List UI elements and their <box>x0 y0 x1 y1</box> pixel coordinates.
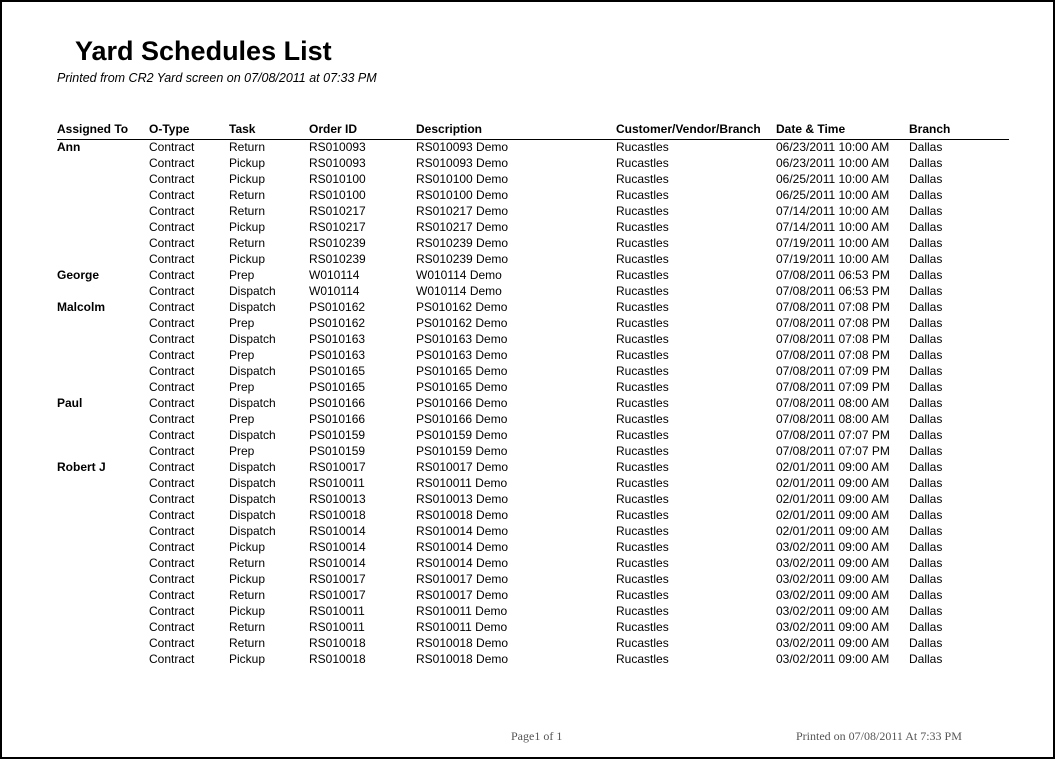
branch-cell: Dallas <box>909 252 943 266</box>
customer-cell: Rucastles <box>616 252 669 266</box>
task-cell: Dispatch <box>229 476 276 490</box>
header-description: Description <box>416 122 483 136</box>
date-time-cell: 07/14/2011 10:00 AM <box>776 220 890 234</box>
date-time-cell: 07/08/2011 07:08 PM <box>776 316 890 330</box>
header-order-id: Order ID <box>309 122 358 136</box>
branch-cell: Dallas <box>909 204 943 218</box>
o-type-cell: Contract <box>149 380 195 394</box>
description-cell: PS010166 Demo <box>416 396 508 410</box>
customer-cell: Rucastles <box>616 364 669 378</box>
customer-cell: Rucastles <box>616 492 669 506</box>
table-row <box>2 364 1055 380</box>
order-id-cell: RS010017 <box>309 588 366 602</box>
order-id-cell: PS010165 <box>309 364 366 378</box>
date-time-cell: 06/25/2011 10:00 AM <box>776 172 890 186</box>
table-row <box>2 428 1055 444</box>
printed-on-footer: Printed on 07/08/2011 At 7:33 PM <box>796 729 962 743</box>
task-cell: Pickup <box>229 572 266 586</box>
assigned-to-cell: Malcolm <box>57 300 106 314</box>
customer-cell: Rucastles <box>616 412 669 426</box>
branch-cell: Dallas <box>909 476 943 490</box>
header-date-time: Date & Time <box>776 122 846 136</box>
report-title: Yard Schedules List <box>75 36 332 66</box>
order-id-cell: RS010011 <box>309 620 365 634</box>
customer-cell: Rucastles <box>616 172 669 186</box>
o-type-cell: Contract <box>149 572 195 586</box>
table-row <box>2 396 1055 412</box>
date-time-cell: 03/02/2011 09:00 AM <box>776 572 890 586</box>
order-id-cell: PS010166 <box>309 396 366 410</box>
order-id-cell: RS010011 <box>309 476 365 490</box>
o-type-cell: Contract <box>149 316 195 330</box>
order-id-cell: RS010217 <box>309 204 366 218</box>
date-time-cell: 07/08/2011 07:08 PM <box>776 348 890 362</box>
customer-cell: Rucastles <box>616 508 669 522</box>
date-time-cell: 07/19/2011 10:00 AM <box>776 252 890 266</box>
order-id-cell: RS010093 <box>309 140 366 154</box>
branch-cell: Dallas <box>909 604 943 618</box>
order-id-cell: PS010166 <box>309 412 366 426</box>
branch-cell: Dallas <box>909 316 943 330</box>
header-assigned-to: Assigned To <box>57 122 129 136</box>
date-time-cell: 03/02/2011 09:00 AM <box>776 540 890 554</box>
description-cell: PS010159 Demo <box>416 444 508 458</box>
order-id-cell: RS010014 <box>309 556 366 570</box>
order-id-cell: RS010014 <box>309 540 366 554</box>
customer-cell: Rucastles <box>616 524 669 538</box>
branch-cell: Dallas <box>909 348 943 362</box>
branch-cell: Dallas <box>909 460 943 474</box>
o-type-cell: Contract <box>149 172 195 186</box>
task-cell: Pickup <box>229 172 266 186</box>
o-type-cell: Contract <box>149 268 195 282</box>
date-time-cell: 03/02/2011 09:00 AM <box>776 588 890 602</box>
o-type-cell: Contract <box>149 252 195 266</box>
o-type-cell: Contract <box>149 556 195 570</box>
task-cell: Pickup <box>229 652 266 666</box>
description-cell: PS010162 Demo <box>416 316 508 330</box>
order-id-cell: W010114 <box>309 284 360 298</box>
task-cell: Return <box>229 636 266 650</box>
order-id-cell: PS010159 <box>309 428 366 442</box>
order-id-cell: RS010093 <box>309 156 366 170</box>
order-id-cell: RS010217 <box>309 220 366 234</box>
table-row <box>2 412 1055 428</box>
branch-cell: Dallas <box>909 236 943 250</box>
table-row <box>2 524 1055 540</box>
customer-cell: Rucastles <box>616 604 669 618</box>
branch-cell: Dallas <box>909 140 943 154</box>
table-row <box>2 380 1055 396</box>
date-time-cell: 07/19/2011 10:00 AM <box>776 236 890 250</box>
table-row <box>2 316 1055 332</box>
table-row <box>2 444 1055 460</box>
date-time-cell: 07/08/2011 07:07 PM <box>776 428 890 442</box>
task-cell: Prep <box>229 316 255 330</box>
branch-cell: Dallas <box>909 156 943 170</box>
table-row <box>2 332 1055 348</box>
description-cell: PS010165 Demo <box>416 380 508 394</box>
task-cell: Prep <box>229 268 255 282</box>
o-type-cell: Contract <box>149 444 195 458</box>
description-cell: RS010217 Demo <box>416 220 509 234</box>
description-cell: RS010018 Demo <box>416 652 509 666</box>
task-cell: Dispatch <box>229 460 276 474</box>
table-row <box>2 460 1055 476</box>
date-time-cell: 07/08/2011 07:09 PM <box>776 380 890 394</box>
date-time-cell: 02/01/2011 09:00 AM <box>776 508 890 522</box>
o-type-cell: Contract <box>149 620 195 634</box>
branch-cell: Dallas <box>909 412 943 426</box>
branch-cell: Dallas <box>909 220 943 234</box>
customer-cell: Rucastles <box>616 268 669 282</box>
customer-cell: Rucastles <box>616 444 669 458</box>
customer-cell: Rucastles <box>616 652 669 666</box>
o-type-cell: Contract <box>149 284 195 298</box>
o-type-cell: Contract <box>149 220 195 234</box>
task-cell: Pickup <box>229 252 266 266</box>
table-row <box>2 156 1055 172</box>
order-id-cell: PS010159 <box>309 444 366 458</box>
order-id-cell: PS010163 <box>309 348 366 362</box>
table-row <box>2 604 1055 620</box>
o-type-cell: Contract <box>149 396 195 410</box>
description-cell: RS010017 Demo <box>416 588 509 602</box>
date-time-cell: 02/01/2011 09:00 AM <box>776 524 890 538</box>
o-type-cell: Contract <box>149 652 195 666</box>
date-time-cell: 02/01/2011 09:00 AM <box>776 460 890 474</box>
date-time-cell: 07/08/2011 07:07 PM <box>776 444 890 458</box>
branch-cell: Dallas <box>909 492 943 506</box>
o-type-cell: Contract <box>149 204 195 218</box>
header-branch: Branch <box>909 122 951 136</box>
branch-cell: Dallas <box>909 652 943 666</box>
table-row <box>2 508 1055 524</box>
o-type-cell: Contract <box>149 524 195 538</box>
order-id-cell: RS010100 <box>309 172 366 186</box>
assigned-to-cell: Paul <box>57 396 83 410</box>
customer-cell: Rucastles <box>616 572 669 586</box>
description-cell: RS010014 Demo <box>416 540 509 554</box>
table-row <box>2 636 1055 652</box>
description-cell: PS010163 Demo <box>416 332 508 346</box>
date-time-cell: 06/23/2011 10:00 AM <box>776 140 890 154</box>
task-cell: Return <box>229 556 266 570</box>
branch-cell: Dallas <box>909 300 943 314</box>
branch-cell: Dallas <box>909 188 943 202</box>
table-row <box>2 348 1055 364</box>
o-type-cell: Contract <box>149 364 195 378</box>
order-id-cell: RS010013 <box>309 492 366 506</box>
task-cell: Dispatch <box>229 364 276 378</box>
task-cell: Pickup <box>229 540 266 554</box>
task-cell: Pickup <box>229 604 266 618</box>
date-time-cell: 03/02/2011 09:00 AM <box>776 620 890 634</box>
customer-cell: Rucastles <box>616 236 669 250</box>
o-type-cell: Contract <box>149 460 195 474</box>
description-cell: PS010162 Demo <box>416 300 508 314</box>
order-id-cell: RS010011 <box>309 604 365 618</box>
date-time-cell: 07/08/2011 07:08 PM <box>776 300 890 314</box>
description-cell: RS010014 Demo <box>416 524 509 538</box>
order-id-cell: PS010162 <box>309 300 366 314</box>
o-type-cell: Contract <box>149 236 195 250</box>
description-cell: PS010166 Demo <box>416 412 508 426</box>
branch-cell: Dallas <box>909 572 943 586</box>
description-cell: RS010013 Demo <box>416 492 509 506</box>
description-cell: RS010093 Demo <box>416 156 509 170</box>
customer-cell: Rucastles <box>616 428 669 442</box>
description-cell: RS010017 Demo <box>416 572 509 586</box>
task-cell: Prep <box>229 444 255 458</box>
o-type-cell: Contract <box>149 588 195 602</box>
customer-cell: Rucastles <box>616 140 669 154</box>
customer-cell: Rucastles <box>616 636 669 650</box>
header-customer-vendor-branch: Customer/Vendor/Branch <box>616 122 761 136</box>
description-cell: W010114 Demo <box>416 268 502 282</box>
description-cell: RS010018 Demo <box>416 636 509 650</box>
schedule-table-body <box>2 140 1055 668</box>
description-cell: RS010239 Demo <box>416 236 509 250</box>
branch-cell: Dallas <box>909 556 943 570</box>
o-type-cell: Contract <box>149 348 195 362</box>
task-cell: Return <box>229 620 266 634</box>
branch-cell: Dallas <box>909 588 943 602</box>
table-row <box>2 220 1055 236</box>
table-row <box>2 236 1055 252</box>
customer-cell: Rucastles <box>616 204 669 218</box>
task-cell: Dispatch <box>229 300 276 314</box>
branch-cell: Dallas <box>909 284 943 298</box>
customer-cell: Rucastles <box>616 284 669 298</box>
o-type-cell: Contract <box>149 492 195 506</box>
branch-cell: Dallas <box>909 364 943 378</box>
report-subtitle: Printed from CR2 Yard screen on 07/08/2011 at 07:33 PM <box>57 71 377 85</box>
date-time-cell: 03/02/2011 09:00 AM <box>776 556 890 570</box>
date-time-cell: 07/08/2011 06:53 PM <box>776 284 890 298</box>
description-cell: RS010011 Demo <box>416 476 508 490</box>
customer-cell: Rucastles <box>616 396 669 410</box>
task-cell: Return <box>229 188 266 202</box>
customer-cell: Rucastles <box>616 316 669 330</box>
customer-cell: Rucastles <box>616 460 669 474</box>
description-cell: RS010093 Demo <box>416 140 509 154</box>
order-id-cell: PS010165 <box>309 380 366 394</box>
o-type-cell: Contract <box>149 476 195 490</box>
description-cell: RS010100 Demo <box>416 188 509 202</box>
table-row <box>2 652 1055 668</box>
branch-cell: Dallas <box>909 444 943 458</box>
table-row <box>2 204 1055 220</box>
customer-cell: Rucastles <box>616 188 669 202</box>
task-cell: Dispatch <box>229 492 276 506</box>
table-row <box>2 476 1055 492</box>
o-type-cell: Contract <box>149 604 195 618</box>
description-cell: RS010018 Demo <box>416 508 509 522</box>
customer-cell: Rucastles <box>616 620 669 634</box>
description-cell: RS010217 Demo <box>416 204 509 218</box>
o-type-cell: Contract <box>149 300 195 314</box>
table-row <box>2 588 1055 604</box>
customer-cell: Rucastles <box>616 588 669 602</box>
o-type-cell: Contract <box>149 412 195 426</box>
o-type-cell: Contract <box>149 428 195 442</box>
order-id-cell: RS010239 <box>309 252 366 266</box>
branch-cell: Dallas <box>909 508 943 522</box>
branch-cell: Dallas <box>909 620 943 634</box>
description-cell: RS010011 Demo <box>416 604 508 618</box>
assigned-to-cell: Ann <box>57 140 81 154</box>
task-cell: Prep <box>229 348 255 362</box>
o-type-cell: Contract <box>149 540 195 554</box>
description-cell: RS010017 Demo <box>416 460 509 474</box>
customer-cell: Rucastles <box>616 156 669 170</box>
branch-cell: Dallas <box>909 172 943 186</box>
task-cell: Prep <box>229 412 255 426</box>
table-row <box>2 540 1055 556</box>
task-cell: Pickup <box>229 156 266 170</box>
table-row <box>2 620 1055 636</box>
customer-cell: Rucastles <box>616 300 669 314</box>
date-time-cell: 07/08/2011 08:00 AM <box>776 396 890 410</box>
order-id-cell: PS010162 <box>309 316 366 330</box>
order-id-cell: RS010017 <box>309 460 366 474</box>
date-time-cell: 07/08/2011 08:00 AM <box>776 412 890 426</box>
order-id-cell: RS010017 <box>309 572 366 586</box>
description-cell: RS010014 Demo <box>416 556 509 570</box>
task-cell: Dispatch <box>229 284 276 298</box>
page-number: Page1 of 1 <box>511 729 563 743</box>
o-type-cell: Contract <box>149 508 195 522</box>
task-cell: Dispatch <box>229 332 276 346</box>
table-row <box>2 284 1055 300</box>
task-cell: Return <box>229 140 266 154</box>
description-cell: RS010239 Demo <box>416 252 509 266</box>
customer-cell: Rucastles <box>616 220 669 234</box>
task-cell: Return <box>229 588 266 602</box>
o-type-cell: Contract <box>149 140 195 154</box>
header-o-type: O-Type <box>149 122 190 136</box>
table-row <box>2 556 1055 572</box>
description-cell: RS010100 Demo <box>416 172 509 186</box>
branch-cell: Dallas <box>909 428 943 442</box>
branch-cell: Dallas <box>909 540 943 554</box>
assigned-to-cell: Robert J <box>57 460 106 474</box>
header-task: Task <box>229 122 256 136</box>
table-row <box>2 300 1055 316</box>
table-row <box>2 172 1055 188</box>
customer-cell: Rucastles <box>616 540 669 554</box>
order-id-cell: RS010239 <box>309 236 366 250</box>
date-time-cell: 03/02/2011 09:00 AM <box>776 652 890 666</box>
task-cell: Dispatch <box>229 524 276 538</box>
order-id-cell: RS010100 <box>309 188 366 202</box>
date-time-cell: 02/01/2011 09:00 AM <box>776 476 890 490</box>
customer-cell: Rucastles <box>616 348 669 362</box>
customer-cell: Rucastles <box>616 332 669 346</box>
order-id-cell: W010114 <box>309 268 360 282</box>
task-cell: Return <box>229 236 266 250</box>
task-cell: Prep <box>229 380 255 394</box>
description-cell: PS010165 Demo <box>416 364 508 378</box>
customer-cell: Rucastles <box>616 380 669 394</box>
order-id-cell: RS010014 <box>309 524 366 538</box>
task-cell: Dispatch <box>229 428 276 442</box>
description-cell: PS010159 Demo <box>416 428 508 442</box>
assigned-to-cell: George <box>57 268 100 282</box>
customer-cell: Rucastles <box>616 556 669 570</box>
order-id-cell: RS010018 <box>309 652 366 666</box>
date-time-cell: 07/08/2011 06:53 PM <box>776 268 890 282</box>
order-id-cell: RS010018 <box>309 636 366 650</box>
task-cell: Return <box>229 204 266 218</box>
description-cell: W010114 Demo <box>416 284 502 298</box>
o-type-cell: Contract <box>149 156 195 170</box>
date-time-cell: 03/02/2011 09:00 AM <box>776 636 890 650</box>
table-row <box>2 188 1055 204</box>
order-id-cell: PS010163 <box>309 332 366 346</box>
branch-cell: Dallas <box>909 268 943 282</box>
date-time-cell: 07/14/2011 10:00 AM <box>776 204 890 218</box>
date-time-cell: 02/01/2011 09:00 AM <box>776 492 890 506</box>
task-cell: Dispatch <box>229 508 276 522</box>
table-row <box>2 268 1055 284</box>
description-cell: RS010011 Demo <box>416 620 508 634</box>
customer-cell: Rucastles <box>616 476 669 490</box>
description-cell: PS010163 Demo <box>416 348 508 362</box>
date-time-cell: 06/23/2011 10:00 AM <box>776 156 890 170</box>
table-row <box>2 252 1055 268</box>
date-time-cell: 06/25/2011 10:00 AM <box>776 188 890 202</box>
branch-cell: Dallas <box>909 524 943 538</box>
branch-cell: Dallas <box>909 380 943 394</box>
date-time-cell: 07/08/2011 07:09 PM <box>776 364 890 378</box>
o-type-cell: Contract <box>149 636 195 650</box>
table-row <box>2 572 1055 588</box>
date-time-cell: 03/02/2011 09:00 AM <box>776 604 890 618</box>
date-time-cell: 07/08/2011 07:08 PM <box>776 332 890 346</box>
branch-cell: Dallas <box>909 396 943 410</box>
branch-cell: Dallas <box>909 332 943 346</box>
order-id-cell: RS010018 <box>309 508 366 522</box>
table-row <box>2 492 1055 508</box>
task-cell: Pickup <box>229 220 266 234</box>
task-cell: Dispatch <box>229 396 276 410</box>
o-type-cell: Contract <box>149 332 195 346</box>
o-type-cell: Contract <box>149 188 195 202</box>
table-row <box>2 140 1055 156</box>
branch-cell: Dallas <box>909 636 943 650</box>
